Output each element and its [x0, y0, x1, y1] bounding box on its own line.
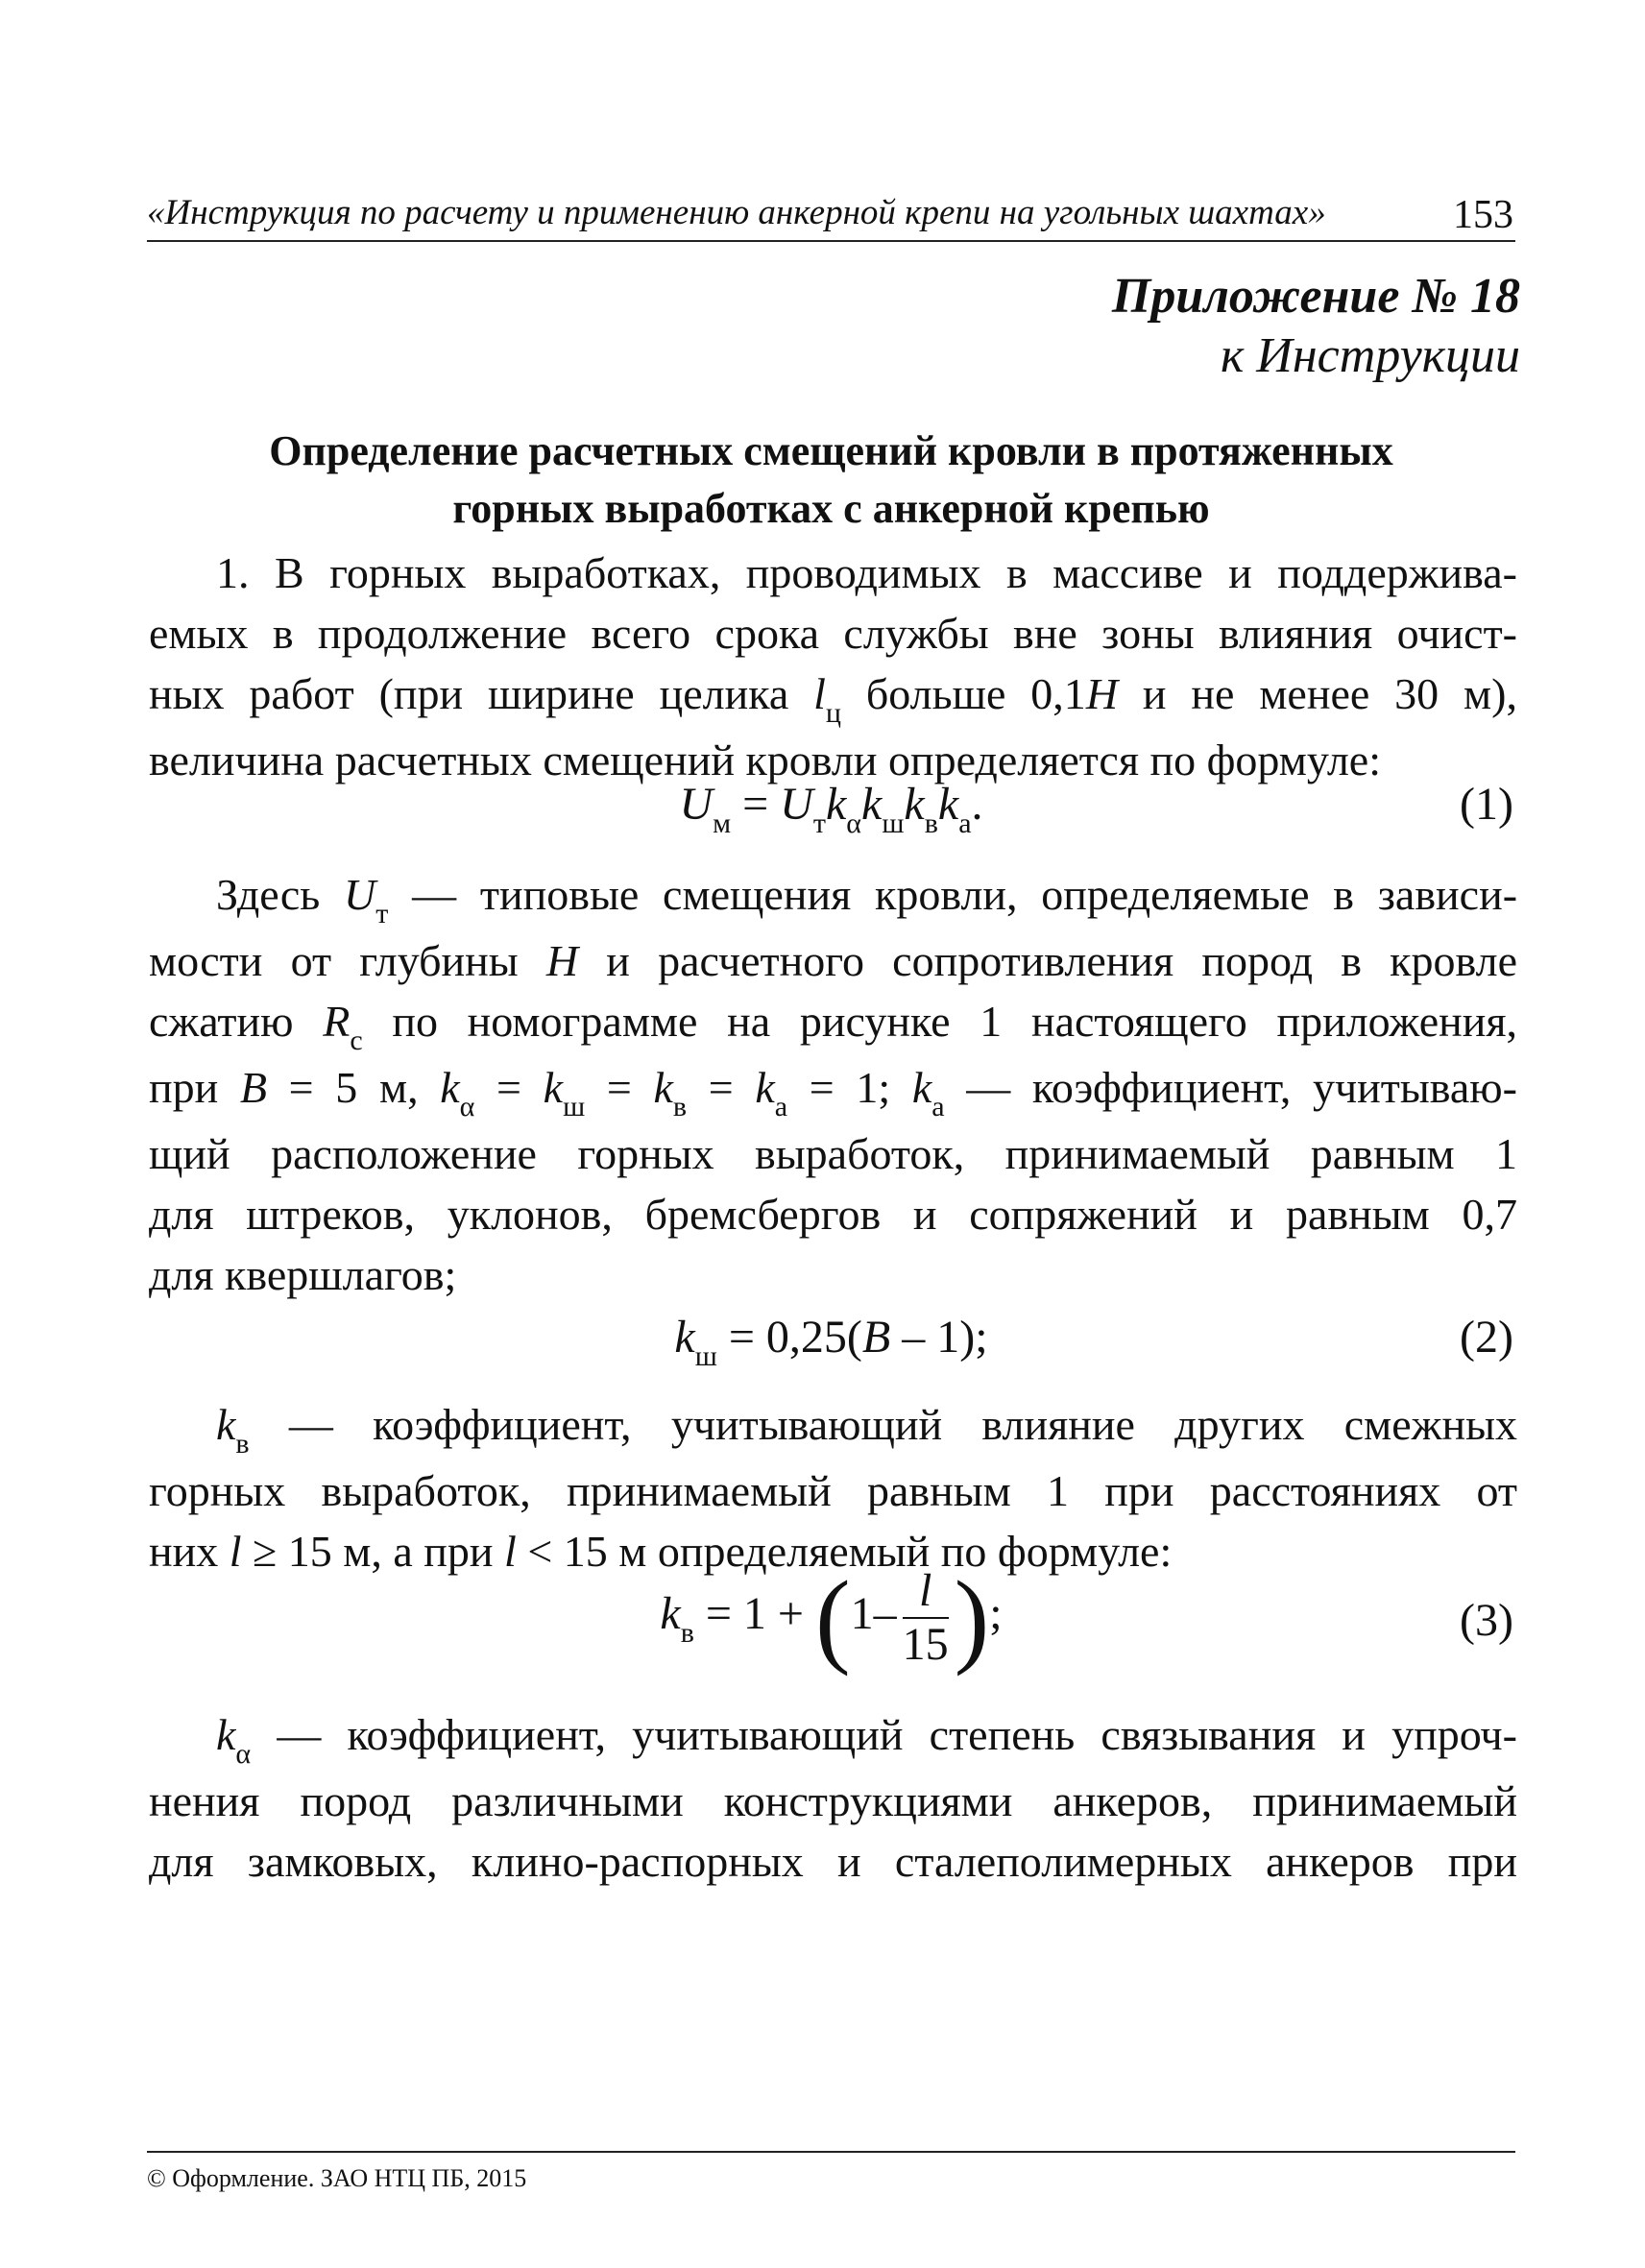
- formula-1-body: $U_м = U_тk_\alpha k_шk_вk_а$.: [679, 779, 983, 839]
- appendix-label: [1112, 267, 1520, 386]
- running-header: [147, 190, 1515, 242]
- formula-3: [147, 1559, 1515, 1680]
- text-line: ных работ (при ширине целика $l_ц$ больше 0,1H и не менее 30 м),: [149, 669, 1517, 729]
- paragraph-2: [149, 864, 1517, 1305]
- fraction: $\frac{l}{15}$: [902, 1565, 949, 1670]
- text-line: величина расчетных смещений кровли определяется по формуле:: [149, 736, 1381, 784]
- paragraph-4: [149, 1704, 1517, 1892]
- text-line: мости от глубины H и расчетного сопротивления пород в кровле: [149, 936, 1517, 985]
- text-line: сжатию $R_с$ по номограмме на рисунке 1 настоящего приложения,: [149, 997, 1517, 1056]
- paragraph-3: [149, 1394, 1517, 1581]
- text-line: для замковых, клино-распорных и сталеполимерных анкеров при: [149, 1837, 1517, 1886]
- text-line: горных выработок, принимаемый равным 1 при расстояниях от: [149, 1466, 1517, 1515]
- formula-2-body: $k_ш = 0,25(B - 1)$;: [674, 1312, 988, 1372]
- text-line: емых в продолжение всего срока службы вне зоны влияния очист-: [149, 609, 1517, 658]
- page-number: 153: [1453, 193, 1513, 237]
- formula-number: (3): [1460, 1595, 1513, 1646]
- text-line: них l ≥ 15 м, а при l < 15 м определяемый по формуле:: [149, 1527, 1173, 1576]
- text-line: щий расположение горных выработок, принимаемый равным 1: [149, 1129, 1517, 1178]
- section-title-line: горных выработках с анкерной крепью: [452, 485, 1210, 532]
- text-line: 1. В горных выработках, проводимых в массиве и поддержива-: [216, 548, 1517, 597]
- formula-1: [147, 778, 1515, 845]
- formula-2: [147, 1311, 1515, 1378]
- formula-3-body: $k_в = 1 + (1-$ $\frac{l}{15}$ );: [660, 1559, 1003, 1677]
- paragraph-1: [149, 543, 1517, 790]
- header-title: «Инструкция по расчету и применению анкерной крепи на угольных шахтах»: [147, 193, 1326, 232]
- text-line: для штреков, уклонов, бремсбергов и сопряжений и равным 0,7: [149, 1190, 1517, 1239]
- appendix-number: Приложение № 18: [1111, 269, 1520, 324]
- formula-number: (1): [1460, 779, 1513, 830]
- text-line: $k_в$ — коэффициент, учитывающий влияние других смежных: [216, 1400, 1517, 1460]
- text-line: $k_\alpha$ — коэффициент, учитывающий степень связывания и упроч-: [216, 1710, 1517, 1770]
- text-line: нения пород различными конструкциями анкеров, принимаемый: [149, 1776, 1517, 1825]
- text-line: Здесь $U_т$ — типовые смещения кровли, определяемые в зависи-: [216, 870, 1518, 929]
- appendix-sub: к Инструкции: [1220, 328, 1520, 383]
- copyright: © Оформление. ЗАО НТЦ ПБ, 2015: [147, 2164, 527, 2192]
- text-line: для квершлагов;: [149, 1250, 457, 1299]
- text-line: при B = 5 м, $k_\alpha = k_ш = k_в = k_а = 1$; $k_а$ — коэффициент, учитываю-: [149, 1063, 1517, 1122]
- section-title: [147, 422, 1515, 538]
- section-title-line: Определение расчетных смещений кровли в протяженных: [269, 427, 1393, 474]
- formula-number: (2): [1460, 1312, 1513, 1363]
- footer: [147, 2151, 1515, 2193]
